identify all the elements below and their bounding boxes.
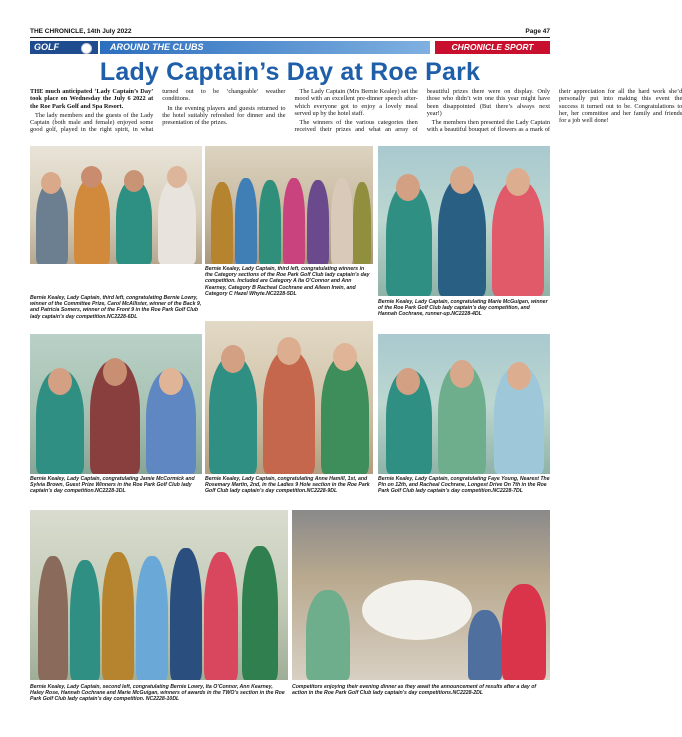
person-head xyxy=(396,368,420,395)
photo-ladies-9-hole xyxy=(205,321,373,474)
masthead-rule xyxy=(30,37,550,38)
person xyxy=(170,548,202,680)
headline: Lady Captain’s Day at Roe Park xyxy=(99,58,481,86)
person-head xyxy=(277,337,301,365)
photo-twos-winners xyxy=(30,510,288,680)
article-lead-text: THE much anticipated ‘Lady Captain’s Day’ took place on Wednesday the July 6 2022 at the Roe Park Golf and Spa Resort. xyxy=(30,88,154,110)
person xyxy=(242,546,278,680)
person xyxy=(353,182,371,264)
person xyxy=(204,552,238,680)
photo-lady-captain-winner xyxy=(378,146,550,296)
person-head xyxy=(450,166,474,194)
photo-nearest-pin-longest-drive xyxy=(378,334,550,474)
person-head xyxy=(333,343,357,371)
caption-nearest-pin-longest-drive: Bernie Kealey, Lady Captain, congratulating Faye Young, Nearest The Pin on 12th, and Racheal Cochrane, Longest Drive On 7th in the Roe Park Golf Club lady captain’s day competition.NC2228-7DL xyxy=(378,476,550,495)
person xyxy=(36,182,68,264)
article-body xyxy=(30,88,682,140)
person-head xyxy=(506,168,530,196)
person xyxy=(102,552,134,680)
person xyxy=(259,180,281,264)
person xyxy=(74,178,110,264)
photo-guest-prize xyxy=(30,334,202,474)
person xyxy=(38,556,68,680)
person-head xyxy=(159,368,183,395)
photo-committee-prize xyxy=(30,146,202,264)
article-paragraph: The Lady Captain (Mrs Bernie Kealey) set the mood with an excellent pre-dinner speech after-which everyone got to enjoy a lovely meal served up by the hotel staff. xyxy=(294,88,418,117)
person xyxy=(307,180,329,264)
person xyxy=(468,610,502,680)
caption-evening-dinner: Competitors enjoying their evening dinner as they await the announcement of results after a day of action in the Roe Park Golf Club lady captain’s day competitions.NC2228-2DL xyxy=(292,684,537,697)
caption-lady-captain-winner: Bernie Kealey, Lady Captain, congratulating Marie McGuigan, winner of the Roe Park Golf Club lady captain’s day competition, and Hannah Cochrane, runner-up.NC2228-4DL xyxy=(378,299,548,318)
person xyxy=(263,350,315,474)
article-lead xyxy=(30,88,153,110)
person-head xyxy=(103,358,127,386)
golf-label xyxy=(30,41,98,54)
person-head xyxy=(48,368,72,395)
photo-category-winners xyxy=(205,146,373,264)
article-paragraph: The lady members and the guests of the Lady Captain (both male and female) enjoyed some good golf, played in the right spirit, in what turned out to be ‘changeable’ weather conditions. xyxy=(30,88,286,134)
person xyxy=(331,178,353,264)
paper-date: THE CHRONICLE, 14th July 2022 xyxy=(30,28,132,35)
person-head xyxy=(221,345,245,373)
article-paragraph: The members then presented the Lady Captain with a beautiful bouquet of flowers as a mark of their appreciation for all the hard work she’d personally put into making this event the success it turned out to be. Congratulations to her, her committee and her family and friends for a job well done! xyxy=(426,88,682,134)
person-head xyxy=(507,362,531,390)
person xyxy=(116,180,152,264)
caption-committee-prize: Bernie Kealey, Lady Captain, third left, congratulating Bernie Lowry, winner of the Committee Prize, Carol McAllister, winner of the Back 9, and Patricia Somers, winner of the Front 9 in the Roe Park Golf Club lady captain’s day competition.NC2228-6DL xyxy=(30,295,202,320)
caption-guest-prize: Bernie Kealey, Lady Captain, congratulating Jamie McCormick and Sylvia Brown, Guest Prize Winners in the Roe Park Golf Club lady captain’s day competition.NC2228-3DL xyxy=(30,476,195,495)
around-the-clubs-label: AROUND THE CLUBS xyxy=(100,41,430,54)
caption-category-winners: Bernie Kealey, Lady Captain, third left, congratulating winners in the Category sections of the Roe Park Golf Club lady captain’s day competition. Included are Category A Ita O’Connor and Ann Kearney, Category B Racheal Cochrane and Aileen Irwin, and Category C Hazel Whyte.NC2228-5DL xyxy=(205,266,370,297)
person xyxy=(70,560,100,680)
person xyxy=(136,556,168,680)
person xyxy=(306,590,350,680)
person xyxy=(283,178,305,264)
person-head xyxy=(167,166,187,188)
person-head xyxy=(81,166,102,188)
person xyxy=(438,178,486,296)
person xyxy=(321,356,369,474)
photo-evening-dinner xyxy=(292,510,550,680)
person-head xyxy=(124,170,144,192)
golf-ball-icon xyxy=(81,43,92,54)
person xyxy=(502,584,546,680)
person xyxy=(211,182,233,264)
article-paragraph: In the evening players and guests returned to the hotel suitably refreshed for dinner and the presentation of the prizes. xyxy=(162,104,286,127)
person-head xyxy=(450,360,474,388)
page-number: Page 47 xyxy=(525,28,550,35)
article-paragraph: The winners of the various categories then received their prizes and what an array of beautiful prizes there were on display. Only those who didn’t win one this year might have been disappointed (But there’s always next year!) xyxy=(294,88,550,134)
person xyxy=(235,178,257,264)
person xyxy=(209,356,257,474)
person-head xyxy=(41,172,61,194)
person xyxy=(492,180,544,296)
person xyxy=(158,178,196,264)
golf-text: GOLF xyxy=(34,42,59,52)
person-head xyxy=(396,174,420,201)
caption-ladies-9-hole: Bernie Kealey, Lady Captain, congratulating Anne Hamill, 1st, and Rosemary Martin, 2nd, in the Ladies 9 Hole section in the Roe Park Golf Club lady captain’s day competition.NC2228-9DL xyxy=(205,476,370,495)
section-bar xyxy=(30,41,550,54)
dinner-table xyxy=(362,580,472,640)
caption-twos-winners: Bernie Kealey, Lady Captain, second left, congratulating Bernie Lowry, Ita O’Connor, Ann Kearney, Haley Rose, Hannah Cochrane and Marie McGuigan, winners of awards in the TWO’s section in the Roe Park Golf Club lady captain’s day competition. NC2228-10DL xyxy=(30,684,285,703)
chronicle-sport-label: CHRONICLE SPORT xyxy=(435,41,550,54)
